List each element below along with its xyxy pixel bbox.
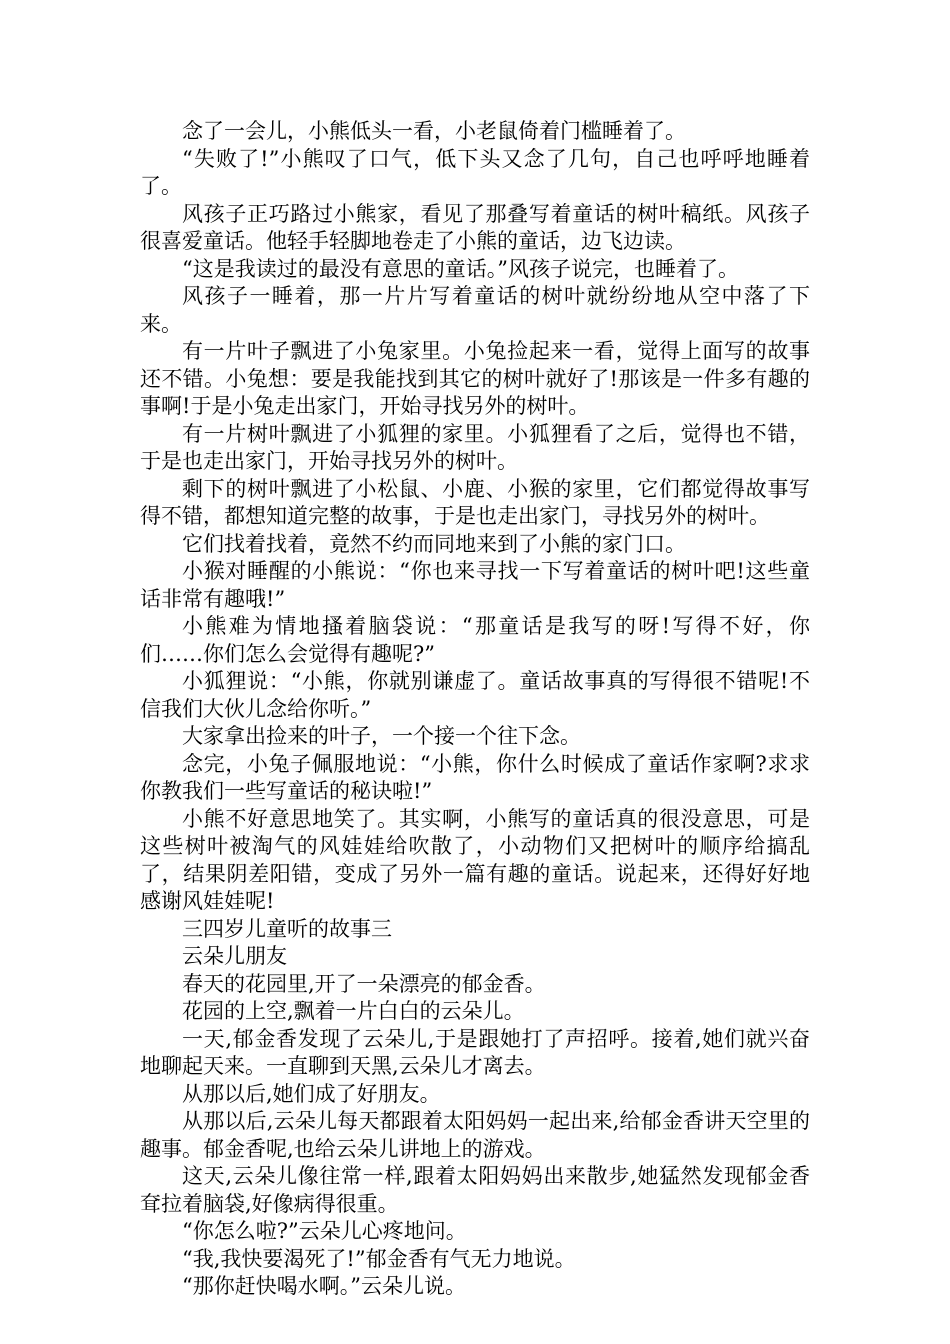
paragraph: “你怎么啦?”云朵儿心疼地问。 [182, 1219, 467, 1243]
paragraph: 风孩子一睡着，那一片片写着童话的树叶就纷纷地从空中落了下来。 [140, 284, 810, 336]
paragraph: 从那以后,她们成了好朋友。 [182, 1081, 441, 1106]
paragraph: 一天,郁金香发现了云朵儿,于是跟她打了声招呼。接着,她们就兴奋地聊起天来。一直聊到天黑,云朵儿才离去。 [140, 1026, 810, 1078]
paragraph: “我,我快要渴死了!”郁金香有气无力地说。 [182, 1246, 576, 1271]
paragraph: 念了一会儿，小熊低头一看，小老鼠倚着门槛睡着了。 [182, 119, 686, 143]
paragraph: 小狐狸说：“小熊，你就别谦虚了。童话故事真的写得很不错呢!不信我们大伙儿念给你听。” [140, 669, 810, 721]
paragraph: “那你赶快喝水啊。”云朵儿说。 [182, 1274, 466, 1298]
paragraph: 小猴对睡醒的小熊说：“你也来寻找一下写着童话的树叶吧!这些童话非常有趣哦!” [140, 559, 810, 611]
document-page [140, 118, 810, 1301]
paragraph: 风孩子正巧路过小熊家，看见了那叠写着童话的树叶稿纸。风孩子很喜爱童话。他轻手轻脚地卷走了小熊的童话，边飞边读。 [140, 201, 810, 253]
paragraph: “失败了!”小熊叹了口气，低下头又念了几句，自己也呼呼地睡着了。 [140, 146, 810, 198]
section-heading: 三四岁儿童听的故事三 [182, 916, 392, 941]
paragraph: 大家拿出捡来的叶子，一个接一个往下念。 [182, 724, 581, 748]
paragraph: 有一片树叶飘进了小狐狸的家里。小狐狸看了之后，觉得也不错，于是也走出家门，开始寻找另外的树叶。 [140, 421, 810, 473]
paragraph: 小熊难为情地搔着脑袋说：“那童话是我写的呀!写得不好，你们……你们怎么会觉得有趣呢?” [140, 614, 810, 666]
paragraph: “这是我读过的最没有意思的童话。”风孩子说完，也睡着了。 [182, 256, 739, 281]
paragraph: 这天,云朵儿像往常一样,跟着太阳妈妈出来散步,她猛然发现郁金香耷拉着脑袋,好像病得很重。 [140, 1164, 810, 1216]
paragraph: 有一片叶子飘进了小兔家里。小兔捡起来一看，觉得上面写的故事还不错。小兔想：要是我能找到其它的树叶就好了!那该是一件多有趣的事啊!于是小兔走出家门，开始寻找另外的树叶。 [140, 339, 810, 418]
story-title: 云朵儿朋友 [182, 944, 287, 968]
paragraph: 它们找着找着，竟然不约而同地来到了小熊的家门口。 [182, 531, 686, 556]
paragraph: 剩下的树叶飘进了小松鼠、小鹿、小猴的家里，它们都觉得故事写得不错，都想知道完整的故事，于是也走出家门，寻找另外的树叶。 [140, 476, 810, 528]
paragraph: 小熊不好意思地笑了。其实啊，小熊写的童话真的很没意思，可是这些树叶被淘气的风娃娃给吹散了，小动物们又把树叶的顺序给搞乱了，结果阴差阳错，变成了另外一篇有趣的童话。说起来，还得好好地感谢风娃娃呢! [140, 806, 810, 913]
paragraph: 春天的花园里,开了一朵漂亮的郁金香。 [182, 971, 546, 996]
paragraph: 从那以后,云朵儿每天都跟着太阳妈妈一起出来,给郁金香讲天空里的趣事。郁金香呢,也给云朵儿讲地上的游戏。 [140, 1109, 810, 1161]
paragraph: 花园的上空,飘着一片白白的云朵儿。 [182, 999, 525, 1023]
paragraph: 念完，小兔子佩服地说：“小熊，你什么时候成了童话作家啊?求求你教我们一些写童话的秘诀啦!” [140, 751, 810, 803]
